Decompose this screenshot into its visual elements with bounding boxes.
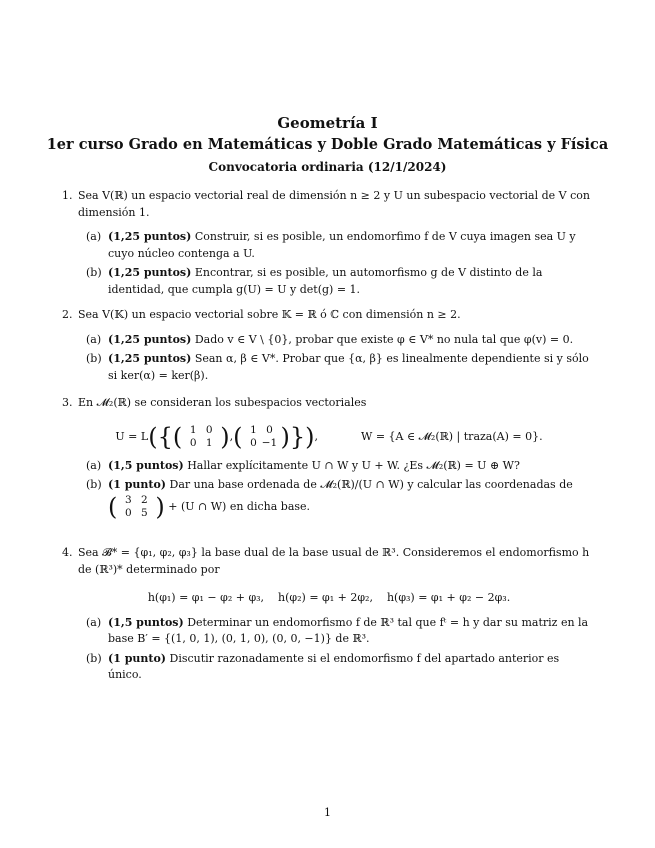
problem-1 [62, 188, 596, 301]
part-text: Encontrar, si es posible, un automorfismo g de V distinto de la identidad, que cumpla g(U) = U y det(g) = 1. [108, 266, 543, 296]
problem-number: 4. [62, 546, 73, 559]
part-text: Sean α, β ∈ V*. Probar que {α, β} es linealmente dependiente si y sólo si ker(α) = ker(β). [108, 352, 589, 382]
part-points: (1 punto) [108, 651, 166, 665]
part-points: (1 punto) [108, 478, 166, 492]
page-number: 1 [324, 806, 331, 819]
part-text: Hallar explícitamente U ∩ W y U + W. ¿Es 𝓜₂(ℝ) = U ⊕ W? [187, 458, 520, 472]
part-text: Discutir razonadamente si el endomorfismo f del apartado anterior es único. [108, 651, 560, 681]
part-label: (b) [86, 651, 102, 665]
matrix-1: 1 0 0 1 [189, 423, 213, 449]
part-a [86, 229, 596, 262]
exam-subtitle: 1er curso Grado en Matemáticas y Doble Grado Matemáticas y Física [46, 136, 609, 153]
problem-4 [62, 545, 596, 687]
part-points: (1,5 puntos) [108, 458, 184, 472]
part-b [86, 651, 596, 684]
part-points: (1,25 puntos) [108, 352, 192, 365]
part-b: (b) (1 punto) Dar una base ordenada de 𝓜₂(ℝ)/(U ∩ W) y calcular las coordenadas de ( 3 2 0 5 ) + (U ∩ W) en dicha base. [86, 478, 573, 521]
exam-session: Convocatoria ordinaria (12/1/2024) [208, 160, 447, 174]
part-label: (b) [86, 478, 102, 492]
part-points: (1,25 puntos) [108, 266, 192, 279]
problem-3 [62, 395, 596, 523]
part-points: (1,5 puntos) [108, 615, 184, 629]
part-label: (a) [86, 615, 102, 629]
part-label: (b) [86, 352, 102, 365]
part-a [86, 458, 596, 475]
part-text: Dado v ∈ V \ {0}, probar que existe φ ∈ V* no nula tal que φ(v) = 0. [194, 332, 574, 346]
part-label: (a) [86, 230, 102, 243]
w-definition: W = {A ∈ 𝓜₂(ℝ) | traza(A) = 0}. [361, 429, 543, 443]
part-text: Determinar un endomorfismo f de ℝ³ tal que fᵗ = h y dar su matriz en la base B′ = {(1, 0, 1), (0, 1, 0), (0, 0, −1)} de ℝ³. [108, 615, 589, 645]
problem-number: 3. [62, 396, 73, 409]
part-label: (a) [86, 332, 102, 346]
exam-title: Geometría I [277, 114, 378, 132]
problem-2 [62, 307, 596, 387]
problem-statement: Sea V(𝕂) un espacio vectorial sobre 𝕂 = ℝ ó ℂ con dimensión n ≥ 2. [78, 308, 461, 321]
part-text-tail: + (U ∩ W) en dicha base. [168, 499, 311, 513]
part-label: (b) [86, 266, 102, 279]
matrix-3: 3 2 0 5 [125, 493, 148, 519]
part-label: (a) [86, 458, 102, 472]
part-a [86, 332, 596, 349]
part-b [86, 351, 596, 384]
problem-statement: Sea V(ℝ) un espacio vectorial real de dimensión n ≥ 2 y U un subespacio vectorial de V con dimensión 1. [78, 189, 590, 219]
part-text: Dar una base ordenada de 𝓜₂(ℝ)/(U ∩ W) y calcular las coordenadas de [169, 478, 573, 492]
part-points: (1,25 puntos) [108, 230, 192, 243]
part-b [86, 265, 596, 298]
matrix-2: 1 0 0 −1 [250, 423, 278, 449]
subspace-definitions: U = L({( 1 0 0 1 ),( 1 0 0 −1 )}), W = {A ∈ 𝓜₂(ℝ) | traza(A) = 0}. [115, 422, 543, 451]
problem-number: 2. [62, 308, 73, 321]
u-prefix: U = L [115, 429, 149, 443]
h-definition: h(φ₁) = φ₁ − φ₂ + φ₃, h(φ₂) = φ₁ + 2φ₂, h(φ₃) = φ₁ + φ₂ − 2φ₃. [147, 591, 511, 604]
problem-statement: En 𝓜₂(ℝ) se consideran los subespacios vectoriales [78, 396, 367, 409]
part-text: Construir, si es posible, un endomorfimo f de V cuya imagen sea U y cuyo núcleo contenga a U. [108, 230, 576, 260]
problem-statement: Sea 𝓑* = {φ₁, φ₂, φ₃} la base dual de la base usual de ℝ³. Consideremos el endomorfismo h de (ℝ³)* determinado por [78, 546, 590, 576]
problem-number: 1. [62, 189, 73, 202]
part-a [86, 615, 596, 648]
part-points: (1,25 puntos) [108, 332, 192, 346]
